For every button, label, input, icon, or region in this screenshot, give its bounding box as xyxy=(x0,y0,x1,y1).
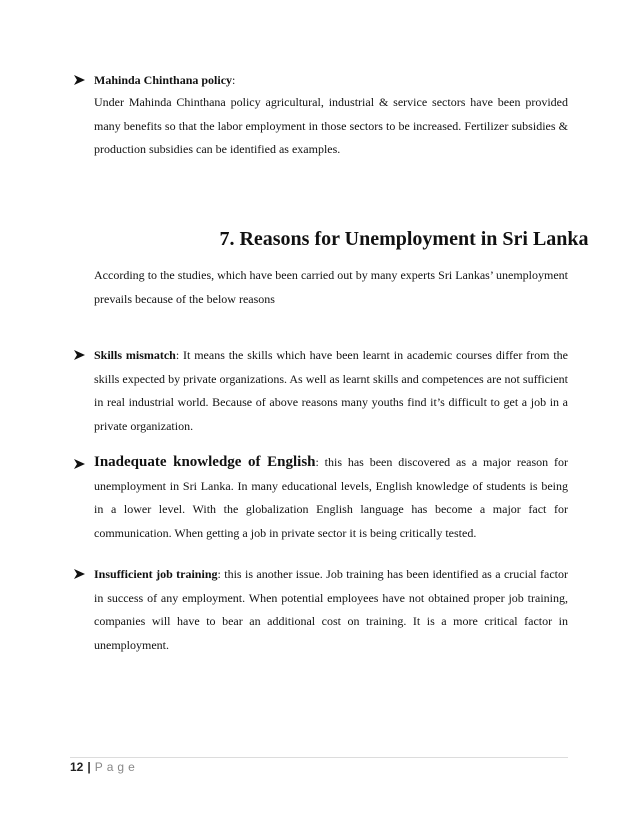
arrow-bullet-icon xyxy=(74,75,85,85)
reason-text: : this has been discovered as a major reason for unemployment in Sri Lanka. In many educational levels, English knowledge of students is being in a lower level. With the globalization English language has become a major fact for communication. When getting a job in private sector it is being critically tested. xyxy=(94,455,569,540)
footer-separator: | xyxy=(87,760,91,774)
section-heading xyxy=(0,228,638,251)
section-intro: According to the studies, which have been carried out by many experts Sri Lankas’ unemployment prevails because of the below reasons xyxy=(94,268,568,306)
reason-job-training-text xyxy=(94,563,568,657)
arrow-bullet-icon xyxy=(74,459,85,469)
arrow-bullet-icon xyxy=(74,350,85,360)
policy-colon: : xyxy=(232,73,236,87)
policy-bullet-head xyxy=(70,72,568,88)
reason-text: : It means the skills which have been learnt in academic courses differ from the skills expected by private organizations. As well as learnt skills and competences are not sufficient in real industrial world. Because of above reasons many youths find it’s difficult to get a job in a private organization. xyxy=(94,348,568,433)
page-number: 12 xyxy=(70,760,84,774)
reason-text: : this is another issue. Job training has been identified as a crucial factor in success of any employment. When potential employees have not obtained proper job training, companies will have to bear an additional cost on training. It is a more critical factor in unemployment. xyxy=(94,567,568,652)
policy-body: Under Mahinda Chinthana policy agricultural, industrial & service sectors have been provided many benefits so that the labor employment in those sectors to be increased. Fertilizer subsidies & production subsidies can be identified as examples. xyxy=(94,95,568,156)
reason-term: Skills mismatch xyxy=(94,348,176,362)
reason-job-training xyxy=(70,563,568,657)
reason-english-knowledge-text xyxy=(94,451,568,545)
reason-english-knowledge xyxy=(70,451,568,545)
reason-skills-mismatch xyxy=(70,344,568,438)
reason-term: Insufficient job training xyxy=(94,567,218,581)
policy-bullet xyxy=(70,72,568,162)
reason-term: Inadequate knowledge of English xyxy=(94,454,316,470)
footer-divider xyxy=(70,757,568,758)
reason-skills-mismatch-text xyxy=(94,344,568,438)
arrow-bullet-icon xyxy=(74,569,85,579)
page-footer xyxy=(70,760,139,774)
page-label: Page xyxy=(94,760,139,774)
section-heading-text: 7. Reasons for Unemployment in Sri Lanka xyxy=(219,228,589,250)
policy-term: Mahinda Chinthana policy xyxy=(94,73,233,87)
